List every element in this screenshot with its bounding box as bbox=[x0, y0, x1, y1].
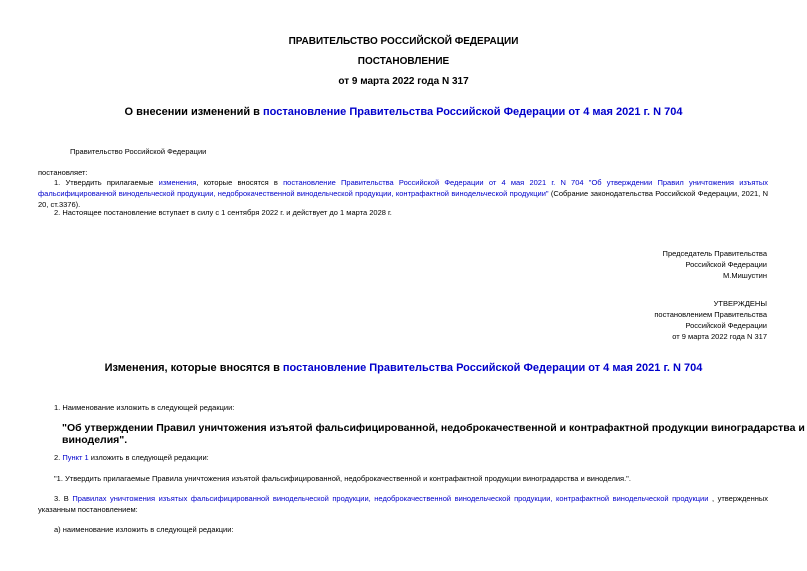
changes-title-prefix: Изменения, которые вносятся в bbox=[104, 362, 283, 374]
change-2 bbox=[54, 452, 209, 463]
change-2-quote: "1. Утвердить прилагаемые Правила уничтожения изъятой фальсифицированной, недоброкачественной и контрафактной продукции виноградарства и виноделия.". bbox=[54, 474, 631, 483]
paragraph-2: 2. Настоящее постановление вступает в силу с 1 сентября 2022 г. и действует до 1 марта 2028 г. bbox=[54, 208, 392, 217]
paragraph-1 bbox=[38, 177, 768, 210]
paragraph-1-text-c: (Собрание законодательства Российской Федерации, 2021, N 20, ст.3376). bbox=[38, 189, 768, 209]
signature-block bbox=[663, 248, 767, 281]
change-3a: а) наименование изложить в следующей редакции: bbox=[54, 525, 234, 534]
signature-country: Российской Федерации bbox=[685, 260, 767, 269]
clause-1-link[interactable]: Пункт 1 bbox=[62, 453, 89, 462]
changes-title-link[interactable]: постановление Правительства Российской Федерации от 4 мая 2021 г. N 704 bbox=[282, 362, 703, 374]
approval-block bbox=[654, 298, 767, 342]
signature-position: Председатель Правительства bbox=[662, 249, 767, 258]
rules-link[interactable]: Правилах уничтожения изъятых фальсифицированной винодельческой продукции, недоброкачественной винодельческой продукции, контрафактной винодельческой продукции bbox=[72, 494, 709, 503]
change-3-text-a: 3. В bbox=[54, 494, 73, 503]
government-heading: ПРАВИТЕЛЬСТВО РОССИЙСКОЙ ФЕДЕРАЦИИ bbox=[288, 36, 519, 47]
change-3-text-b: , утвержденных указанным постановлением: bbox=[38, 494, 768, 514]
approval-country: Российской Федерации bbox=[685, 321, 767, 330]
changes-title bbox=[0, 362, 807, 374]
document-title-prefix: О внесении изменений в bbox=[124, 106, 263, 118]
document-type: ПОСТАНОВЛЕНИЕ bbox=[357, 56, 450, 67]
change-2-text-b: изложить в следующей редакции: bbox=[88, 453, 209, 462]
paragraph-1-text-b: , которые вносятся в bbox=[196, 178, 284, 187]
signature-name: М.Мишустин bbox=[723, 271, 767, 280]
change-1-quote: "Об утверждении Правил уничтожения изъятой фальсифицированной, недоброкачественной и контрафактной продукции виноградарства и виноделия". bbox=[62, 422, 805, 446]
change-3 bbox=[38, 493, 768, 515]
document-date-number: от 9 марта 2022 года N 317 bbox=[338, 76, 469, 87]
change-2-text-a: 2. bbox=[54, 453, 63, 462]
change-1: 1. Наименование изложить в следующей редакции: bbox=[54, 403, 235, 412]
approval-date: от 9 марта 2022 года N 317 bbox=[672, 332, 767, 341]
approval-heading: УТВЕРЖДЕНЫ bbox=[713, 299, 767, 308]
document-title-link[interactable]: постановление Правительства Российской Федерации от 4 мая 2021 г. N 704 bbox=[262, 106, 683, 118]
approval-by: постановлением Правительства bbox=[654, 310, 767, 319]
government-line: Правительство Российской Федерации bbox=[70, 147, 207, 156]
paragraph-1-text-a: 1. Утвердить прилагаемые bbox=[54, 178, 159, 187]
resolves-line: постановляет: bbox=[38, 168, 88, 177]
document-title bbox=[0, 106, 807, 118]
decree-704-link[interactable]: постановление Правительства Российской Федерации от 4 мая 2021 г. N 704 "Об утверждении Правил уничтожения изъятых фальсифицированной винодельческой продукции, недоброкачественной винодельческой продукции, контрафактной винодельческой продукции" bbox=[38, 178, 768, 198]
changes-link[interactable]: изменения bbox=[158, 178, 197, 187]
